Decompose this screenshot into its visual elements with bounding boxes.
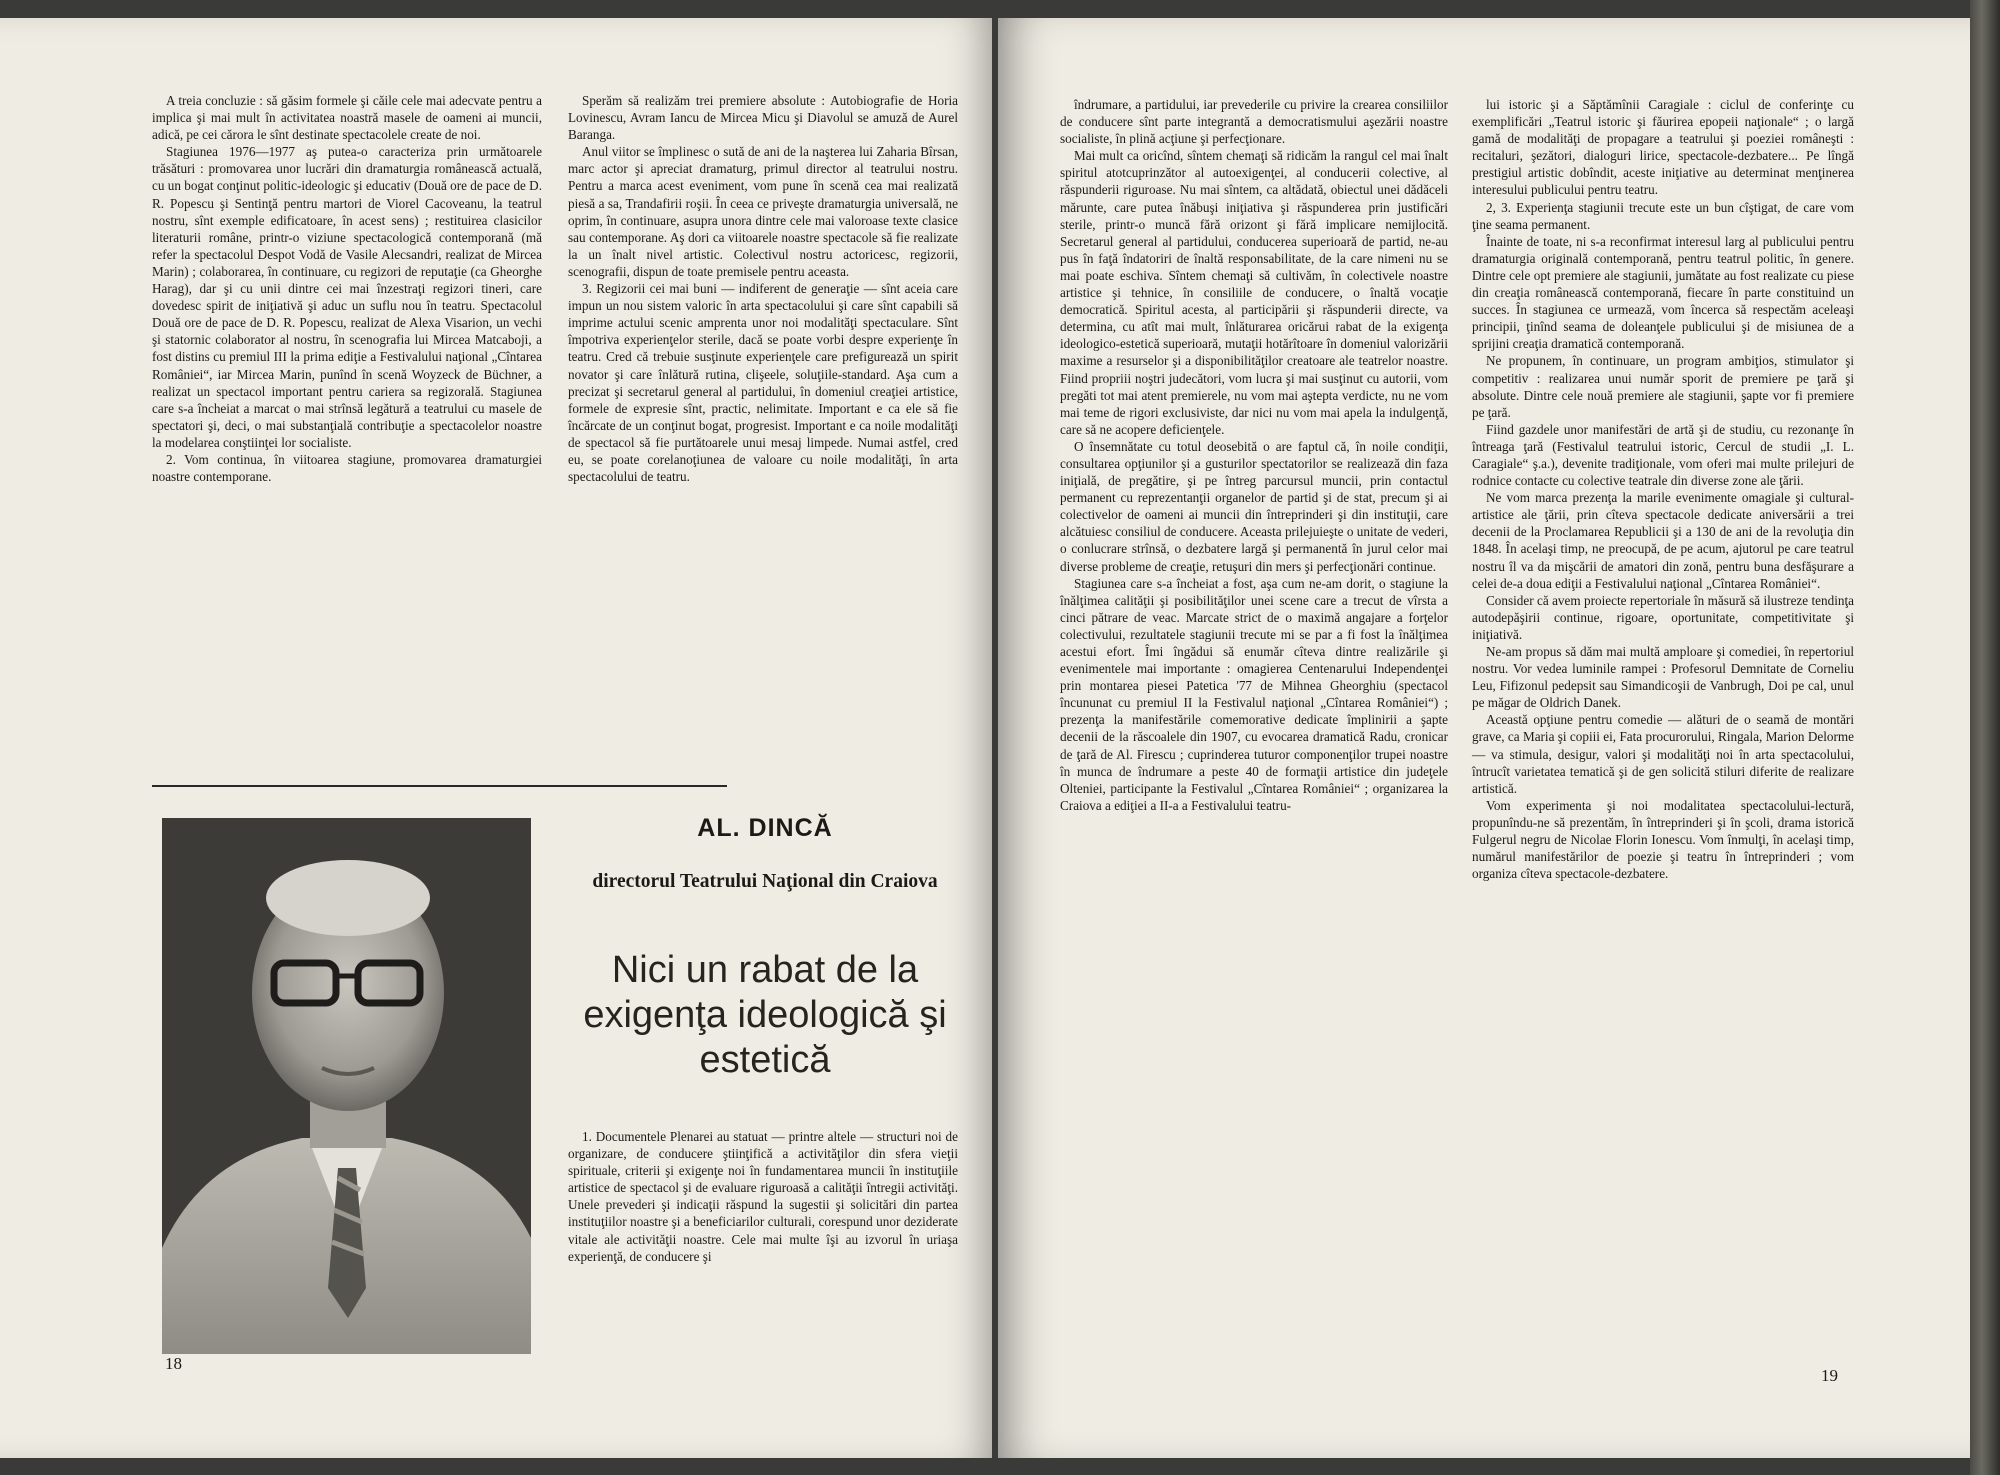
paragraph: Această opţiune pentru comedie — alături de o seamă de montări grave, ca Maria şi copiii ei, Fata procurorului, Ringala, Marion Delorme — va stimula, desigur, valori şi modalităţi noi în arta spectacolului, întrucît varietatea tematică şi de gen solicită stiluri diferite de realizare artistică.	[1472, 712, 1854, 796]
paragraph: 3. Regizorii cei mai buni — indiferent de generaţie — sînt aceia care impun un nou sistem valoric în arta spectacolului şi care sînt capabili să imprime actului scenic amprenta unor noi modalităţi spectaculare. Sînt împotriva experienţelor sterile, dacă se poate vorbi despre experienţe în teatru. Cred că trebuie susţinute experienţele care prefigurează un spirit novator şi care înlătură rutina, clişeele, soluţiile-standard. Aşa cum a precizat şi secretarul general al partidului, în domeniul creaţiei artistice, formele de expresie sînt, practic, nelimitate. Important e ca ele să fie încărcate de un conţinut bogat, progresist. Important e ca noile modalităţi de spectacol să fie purtătoarele unui mesaj limpede. Numai astfel, cred eu, se poate corelanoţiunea de valoare cu noile modalităţi, în arta spectacolului de teatru.	[568, 281, 958, 485]
paragraph: Anul viitor se împlinesc o sută de ani de la naşterea lui Zaharia Bîrsan, marc actor şi apreciat dramaturg, primul director al teatrului nostru. Pentru a marca acest eveniment, vom pune în scenă cea mai realizată piesă a sa, Trandafirii roşii. În ceea ce priveşte dramaturgia universală, ne oprim, în continuare, asupra unora dintre cele mai valoroase texte clasice sau contemporane. Aş dori ca viitoarele noastre spectacole să fie realizate la un înalt nivel artistic. Colectivul nostru actoricesc, regizorii, scenografii, dispun de toate premisele pentru aceasta.	[568, 144, 958, 279]
book-binding	[1970, 0, 2000, 1475]
section-divider	[152, 785, 727, 787]
paragraph: O însemnătate cu totul deosebită o are faptul că, în noile condiţii, consultarea opţiunilor şi a gusturilor spectatorilor se realizează din faza iniţială, de pregătire, şi pe întreg parcursul muncii, prin contactul permanent cu reprezentanţii organelor de partid şi de stat, precum şi ai colectivelor de oameni ai muncii din întreprinderi şi din instituţii, care alcătuiesc consiliul de conducere. Aceasta prilejuieşte o unitate de vederi, o conlucrare strînsă, o dezbatere largă şi permanentă în jurul celor mai diverse probleme de creaţie, retuşuri din mers şi perfecţionări continue.	[1060, 438, 1448, 574]
left-column-1	[152, 92, 542, 485]
left-column-3	[568, 1128, 958, 1265]
paragraph: Sperăm să realizăm trei premiere absolute : Autobiografie de Horia Lovinescu, Avram Iancu de Mircea Micu şi Diavolul se amuză de Aurel Baranga.	[568, 93, 958, 143]
author-portrait-photo	[162, 818, 531, 1354]
right-page	[998, 18, 1970, 1458]
paragraph: A treia concluzie : să găsim formele şi căile cele mai adecvate pentru a implica şi mai mult în activitatea noastră masele de oameni ai muncii, adică, pe cei cărora le sînt destinate spectacolele create de noi.	[152, 93, 542, 143]
paragraph: Fiind gazdele unor manifestări de artă şi de studiu, cu rezonanţe în întreaga ţară (Festivalul teatrului istoric, Cercul de studii „I. L. Caragiale“ ş.a.), devenite tradiţionale, vom oferi mai multe prilejuri de rodnice contacte cu colective teatrale din diverse zone ale ţării.	[1472, 421, 1854, 489]
page-number: 19	[1821, 1366, 1838, 1385]
paragraph: Stagiunea 1976—1977 aş putea-o caracteriza prin următoarele trăsături : promovarea unor lucrări din dramaturgia românească actuală, cu un bogat conţinut politic-ideologic şi educativ (Două ore de pace de D. R. Popescu şi Sentinţă pentru martori de Viorel Cacoveanu, la teatrul nostru, sînt exemple edificatoare, în acest sens) ; restituirea clasicilor literaturii române, printr-o viziune spectacologică contemporană (mă refer la spectacolul Despot Vodă de Vasile Alecsandri, realizat de Mircea Marin) ; colaborarea, în continuare, cu regizori de reputaţie (ca Gheorghe Harag), dar şi cu unii dintre cei mai înzestraţi regizori tineri, care dovedesc spirit de iniţiativă şi aduc un suflu nou în teatru. Spectacolul Două ore de pace de D. R. Popescu, realizat de Alexa Visarion, un vechi şi statornic colaborator al nostru, în scenografia lui Mircea Matcaboji, a fost distins cu premiul III la prima ediţie a Festivalului naţional „Cîntarea României“, iar Mircea Marin, punînd în scenă Woyzeck de Büchner, a realizat un spectacol important pentru cariera sa regizorală. Stagiunea care s-a încheiat a marcat o mai strînsă legătură a teatrului cu masele de spectatori şi, deci, o mai substanţială contribuţie a spectacolelor noastre la modelarea conştiinţei lor socialiste.	[152, 144, 543, 450]
paragraph: Stagiunea care s-a încheiat a fost, aşa cum ne-am dorit, o stagiune la înălţimea calităţii şi posibilităţilor unei scene care a trecut de vîrsta a cinci pătrare de veac. Marcate strict de o maximă angajare a forţelor colectivului, rezultatele stagiunii trecute mi se par a fi fost la înălţimea acestui efort. Îmi îngădui să enumăr cîteva dintre realizările şi evenimentele mai importante : omagierea Centenarului Independenţei prin montarea piesei Patetica '77 de Mihnea Gheorghiu (spectacol încununat cu premiul II la Festivalul naţional „Cîntarea României“) ; prezenţa la manifestările comemorative dedicate împlinirii a şapte decenii de la răscoalele din 1907, cu evocarea dramatică Radu, cronicar de ţară de Al. Firescu ; cuprinderea tuturor componenţilor trupei noastre în munca de îndrumare a peste 40 de formaţii artistice din judeţele Olteniei, participante la Festivalul „Cîntarea României“ ; organizarea la Craiova a ediţiei a II-a a Festivalului teatru-	[1060, 575, 1448, 813]
portrait-illustration	[162, 818, 531, 1354]
paragraph: 1. Documentele Plenarei au statuat — printre altele — structuri noi de organizare, de conducere ştiinţifică a activităţilor din sfera vieţii spirituale, criterii şi exigenţe noi în fundamentarea muncii în instituţiile artistice de spectacol şi de evaluare riguroasă a calităţii întregii activităţi. Unele prevederi şi indicaţii răspund la sugestii şi solicitări din partea instituţiilor noastre şi a beneficiarilor culturali, corespund unor deziderate vitale ale activităţii noastre. Cele mai multe îşi au izvorul în uriaşa experienţă, de conducere şi	[568, 1129, 958, 1264]
author-role: directorul Teatrului Naţional din Craiova	[592, 871, 938, 892]
left-page	[0, 18, 992, 1458]
paragraph: Ne vom marca prezenţa la marile evenimente omagiale şi cultural-artistice ale ţării, prin cîteva spectacole dedicate aniversării a trei decenii de la Proclamarea Republicii şi a 130 de ani de la revoluţia din 1848. În acelaşi timp, ne preocupă, de pe acum, ajutorul pe care teatrul nostru îl va da mişcării de amatori din zonă, pentru buna desfăşurare a celei de-a doua ediţii a Festivalului naţional „Cîntarea României“.	[1472, 490, 1854, 591]
paragraph: Înainte de toate, ni s-a reconfirmat interesul larg al publicului pentru dramaturgia originală contemporană, pentru teatrul politic, în genere. Dintre cele opt premiere ale stagiunii, jumătate au fost realizate cu piese din creaţia românească contemporană, fiecare în parte constituind un succes. În stagiunea ce urmează, vom încerca să respectăm aceleaşi principii, ţinînd seama de doleanţele publicului şi de misiunea de a sprijini creaţia dramatică contemporană.	[1472, 233, 1854, 352]
right-column-2	[1472, 96, 1854, 882]
right-column-1	[1060, 96, 1448, 814]
paragraph: Consider că avem proiecte repertoriale în măsură să ilustreze tendinţa autodepăşirii continue, rigoare, oportunitate, competitivitate şi iniţiativă.	[1472, 592, 1854, 642]
paragraph: lui istoric şi a Săptămînii Caragiale : ciclul de conferinţe cu exemplificări „Teatrul istoric şi făurirea epopeii naţionale“ ; o largă gamă de modalităţi de propagare a teatrului şi poeziei româneşti : recitaluri, şezători, dialoguri lirice, spectacole-dezbatere... Pe lîngă prestigiul artistic dobîndit, aceste iniţiative au determinat menţinerea interesului publicului pentru teatru.	[1472, 97, 1854, 198]
paragraph: Ne propunem, în continuare, un program ambiţios, stimulator şi competitiv : realizarea unui număr sporit de premiere pe ţară şi absolute. Dintre cele nouă premiere ale stagiunii, şapte vor fi premiere pe ţară.	[1472, 353, 1854, 420]
paragraph: îndrumare, a partidului, iar prevederile cu privire la crearea consiliilor de conducere sînt parte integrantă a democratismului aşezării noastre socialiste, în plină acţiune şi perfecţionare.	[1060, 97, 1448, 147]
author-name: AL. DINCĂ	[697, 814, 833, 842]
paragraph: Vom experimenta şi noi modalitatea spectacolului-lectură, propunîndu-ne să prezentăm, în întreprinderi şi în şcoli, drama istorică Fulgerul negru de Nicolae Florin Ionescu. Vom înmulţi, în acelaşi timp, numărul manifestărilor de poezie şi teatru în întreprinderi ; vom organiza cîteva spectacole-dezbatere.	[1472, 797, 1854, 882]
paragraph: 2, 3. Experienţa stagiunii trecute este un bun cîştigat, de care vom ţine seama permanent.	[1472, 199, 1854, 232]
paragraph: 2. Vom continua, în viitoarea stagiune, promovarea dramaturgiei noastre contemporane.	[152, 451, 542, 485]
article-headline: Nici un rabat de la exigenţa ideologică şi estetică	[583, 949, 947, 1081]
paragraph: Mai mult ca oricînd, sîntem chemaţi să ridicăm la rangul cel mai înalt spiritul atotcuprinzător al autoexigenţei, al conducerii colective, al răspunderii riguroase. Nu mai sîntem, ca altădată, obiectul unei dădăceli mărunte, care putea înăbuşi iniţiativa şi răspunderea prin justificări sterile, printr-o muncă fără orizont şi fără implicare nemijlocită. Secretarul general al partidului, conducerea superioară de partid, ne-au pus în faţă îndatoriri de înaltă responsabilitate, de la care nimeni nu se mai poate eschiva. Sîntem chemaţi să cultivăm, în colectivele noastre artistice şi tehnice, în consiliile de conducere, o înaltă vocaţie democratică. Spiritul acesta, al participării şi răspunderii directe, va determina, cu atît mai mult, înlăturarea oricărui rabat de la exigenţa ideologico-estetică superioară, mutaţii hotărîtoare în domeniul valorizării maxime a resurselor şi a disponibilităţilor creatoare ale teatrelor noastre. Fiind propriii noştri judecători, vom lucra şi mai susţinut cu autorii, vom pregăti tot mai atent premierele, nu vom mai aştepta verdicte, nu ne vom mai teme de rigori exclusiviste, dar nici nu vom mai apela la indulgenţă, care să ne acopere deficienţele.	[1060, 148, 1448, 437]
page-number: 18	[165, 1354, 182, 1373]
left-column-2	[568, 92, 958, 485]
paragraph: Ne-am propus să dăm mai multă amploare şi comediei, în repertoriul nostru. Vor vedea luminile rampei : Profesorul Demnitate de Corneliu Leu, Fifizonul pedepsit sau Simandicoşii de Vanbrugh, Doi pe cal, unul pe măgar de Oldrich Danek.	[1472, 644, 1854, 711]
